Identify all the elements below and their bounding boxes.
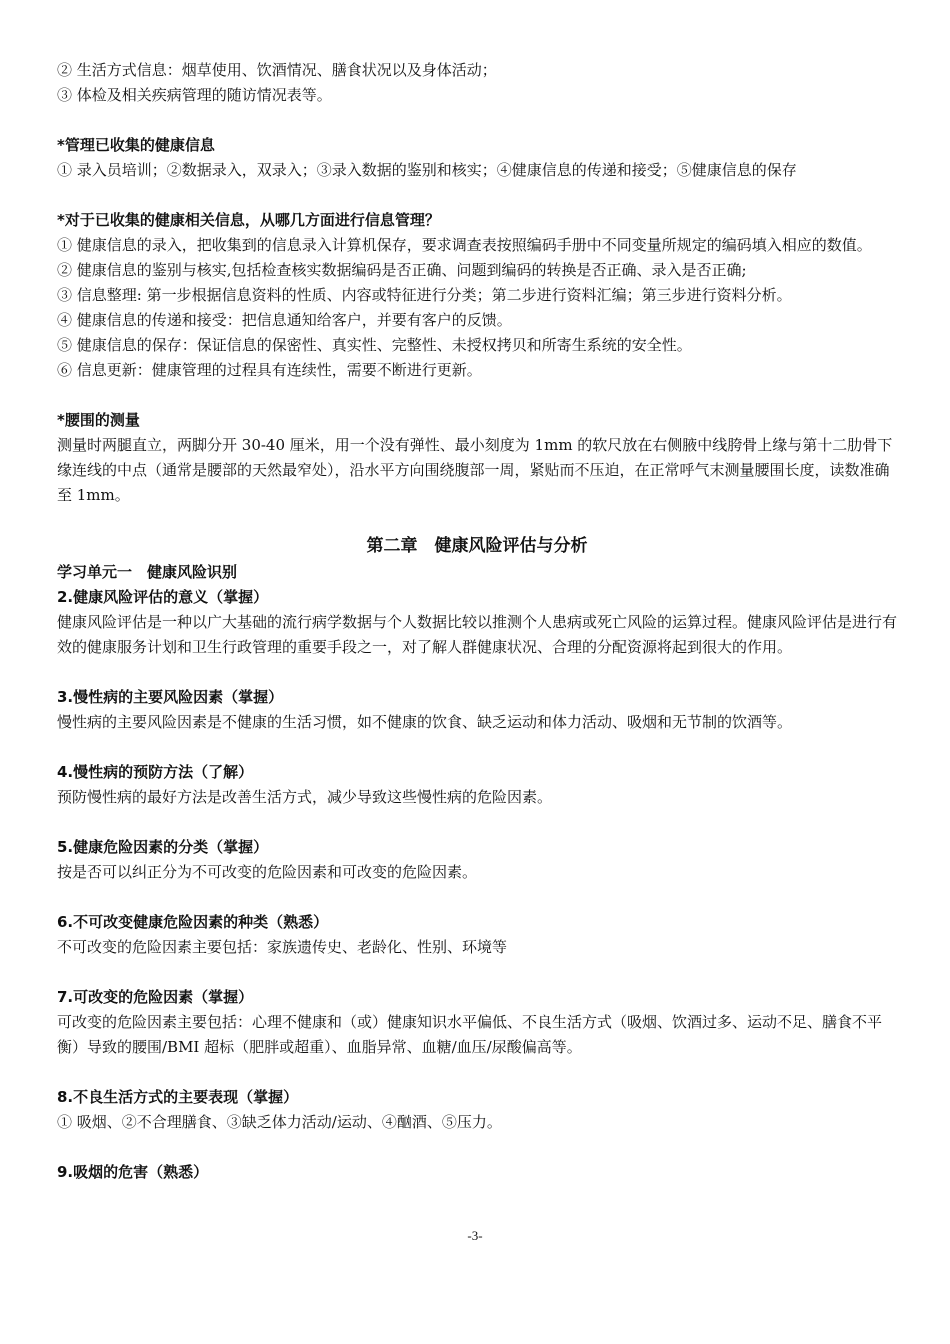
paragraph: 健康风险评估是一种以广大基础的流行病学数据与个人数据比较以推测个人患病或死亡风险的运算过程。健康风险评估是进行有效的健康服务计划和卫生行政管理的重要手段之一，对了解人群健康状况、合理的分配资源将起到很大的作用。 [57,613,898,656]
list-item: ① 健康信息的录入，把收集到的信息录入计算机保存，要求调查表按照编码手册中不同变量所规定的编码填入相应的数值。 [57,236,872,254]
paragraph: 按是否可以纠正分为不可改变的危险因素和可改变的危险因素。 [57,863,478,881]
section-heading: 5.健康危险因素的分类（掌握） [57,838,269,856]
list-item: ② 健康信息的鉴别与核实,包括检查核实数据编码是否正确、问题到编码的转换是否正确、录入是否正确; [57,261,747,279]
section-heading: *对于已收集的健康相关信息，从哪几方面进行信息管理？ [57,211,440,229]
unit-title: 学习单元一 健康风险识别 [57,563,238,581]
document-page [57,58,897,1185]
section-heading: 8.不良生活方式的主要表现（掌握） [57,1088,299,1106]
section-heading: 2.健康风险评估的意义（掌握） [57,588,269,606]
section-heading: 7.可改变的危险因素（掌握） [57,988,254,1006]
paragraph: ① 录入员培训；②数据录入，双录入；③录入数据的鉴别和核实；④健康信息的传递和接受；⑤健康信息的保存 [57,161,797,179]
paragraph: 不可改变的危险因素主要包括：家族遗传史、老龄化、性别、环境等 [57,938,508,956]
list-item: ④ 健康信息的传递和接受：把信息通知给客户，并要有客户的反馈。 [57,311,512,329]
page-number: -3- [467,1228,483,1243]
section-heading: *管理已收集的健康信息 [57,136,215,154]
section-heading: *腰围的测量 [57,411,140,429]
list-item: ③ 体检及相关疾病管理的随访情况表等。 [57,86,332,104]
chapter-title: 第二章 健康风险评估与分析 [366,536,588,556]
paragraph: ① 吸烟、②不合理膳食、③缺乏体力活动/运动、④酗酒、⑤压力。 [57,1113,502,1131]
paragraph: 可改变的危险因素主要包括：心理不健康和（或）健康知识水平偏低、不良生活方式（吸烟、饮酒过多、运动不足、膳食不平衡）导致的腰围/BMI 超标（肥胖或超重）、血脂异常、血糖/血压/尿酸偏高等。 [57,1013,883,1056]
section-heading: 3.慢性病的主要风险因素（掌握） [57,688,284,706]
list-item: ③ 信息整理: 第一步根据信息资料的性质、内容或特征进行分类；第二步进行资料汇编；第三步进行资料分析。 [57,286,792,304]
list-item: ⑤ 健康信息的保存：保证信息的保密性、真实性、完整性、未授权拷贝和所寄生系统的安全性。 [57,336,692,354]
list-item: ⑥ 信息更新：健康管理的过程具有连续性，需要不断进行更新。 [57,361,482,379]
section-heading: 4.慢性病的预防方法（了解） [57,763,254,781]
section-heading: 9.吸烟的危害（熟悉） [57,1163,209,1181]
paragraph: 慢性病的主要风险因素是不健康的生活习惯，如不健康的饮食、缺乏运动和体力活动、吸烟和无节制的饮酒等。 [57,713,793,731]
paragraph: 预防慢性病的最好方法是改善生活方式，减少导致这些慢性病的危险因素。 [57,788,553,806]
list-item: ② 生活方式信息：烟草使用、饮酒情况、膳食状况以及身体活动； [57,61,497,79]
paragraph: 测量时两腿直立，两脚分开 30-40 厘米，用一个没有弹性、最小刻度为 1mm 的软尺放在右侧腋中线胯骨上缘与第十二肋骨下缘连线的中点（通常是腰部的天然最窄处），沿水平方向围绕腹部一周，紧贴而不压迫，在正常呼气末测量腰围长度，读数准确至 1mm。 [57,436,893,504]
section-heading: 6.不可改变健康危险因素的种类（熟悉） [57,913,329,931]
